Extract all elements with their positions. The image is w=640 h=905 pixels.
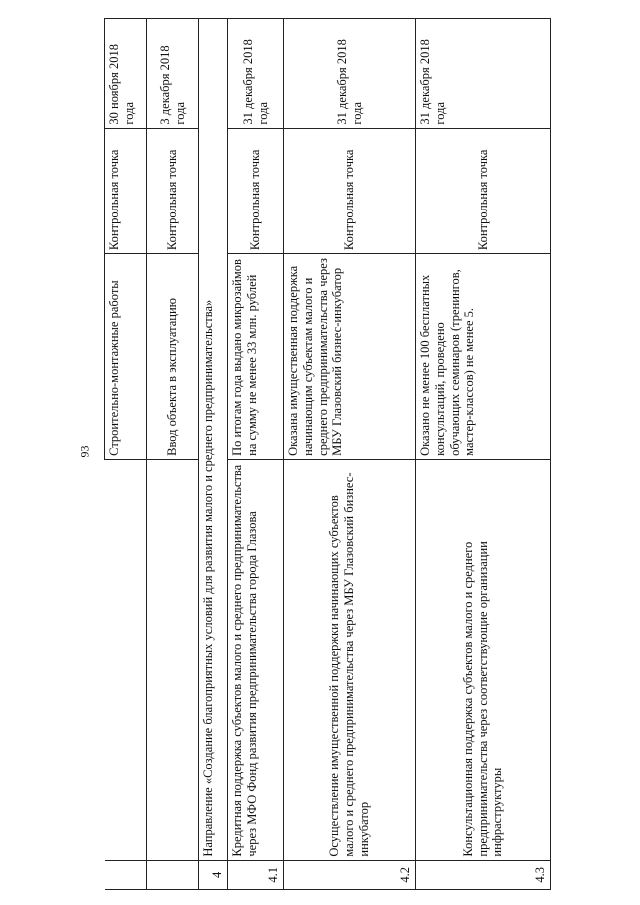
result-text: Оказана имущественная поддержка начинающим субъектам малого и среднего предпринимательства через МБУ Глазовский бизнес-инкубатор (284, 254, 416, 460)
measure-name: Консультационная поддержка субъектов малого и среднего предпринимательства через соответствующие организации инфраструктуры (416, 459, 551, 860)
table-row (416, 19, 551, 890)
result-text: Оказано не менее 100 бесплатных консультаций, проведено обучающих семинаров (тренингов, мастер-классов) не менее 5. (416, 254, 551, 460)
result-text: Ввод объекта в эксплуатацию (147, 254, 199, 460)
row-number: 4.1 (228, 860, 284, 889)
rotated-table-wrapper (104, 18, 604, 890)
measure-name (105, 459, 147, 860)
row-number: 4.3 (416, 860, 551, 889)
deadline: 31 декабря 2018 года (416, 19, 551, 129)
event-type: Контрольная точка (147, 128, 199, 254)
deadline: 31 декабря 2018 года (228, 19, 284, 129)
row-number: 4 (199, 860, 228, 889)
page-number: 93 (77, 445, 92, 458)
event-type: Контрольная точка (416, 128, 551, 254)
measure-name: Кредитная поддержка субъектов малого и среднего предпринимательства через МФО Фонд развития предпринимательства города Глазова (228, 459, 284, 860)
result-text: Строительно-монтажные работы (105, 254, 147, 460)
table-row (147, 19, 199, 890)
table-row (284, 19, 416, 890)
result-text: По итогам года выдано микрозаймов на сумму не менее 33 млн. рублей (228, 254, 284, 460)
event-type: Контрольная точка (105, 128, 147, 254)
event-type: Контрольная точка (228, 128, 284, 254)
deadline: 3 декабря 2018 года (147, 19, 199, 129)
table-row (228, 19, 284, 890)
direction-heading: Направление «Создание благоприятных условий для развития малого и среднего предпринимательства» (199, 19, 228, 861)
table-row (199, 19, 228, 890)
row-number: 4.2 (284, 860, 416, 889)
measure-name (147, 459, 199, 860)
row-number (105, 860, 147, 889)
event-type: Контрольная точка (284, 128, 416, 254)
measure-name: Осуществление имущественной поддержки начинающих субъектов малого и среднего предпринимательства через МБУ Глазовский бизнес-инкубатор (284, 459, 416, 860)
table-row (105, 19, 147, 890)
deadline: 30 ноября 2018 года (105, 19, 147, 129)
deadline: 31 декабря 2018 года (284, 19, 416, 129)
plan-table (104, 18, 551, 890)
rotated-content (104, 18, 604, 890)
row-number (147, 860, 199, 889)
